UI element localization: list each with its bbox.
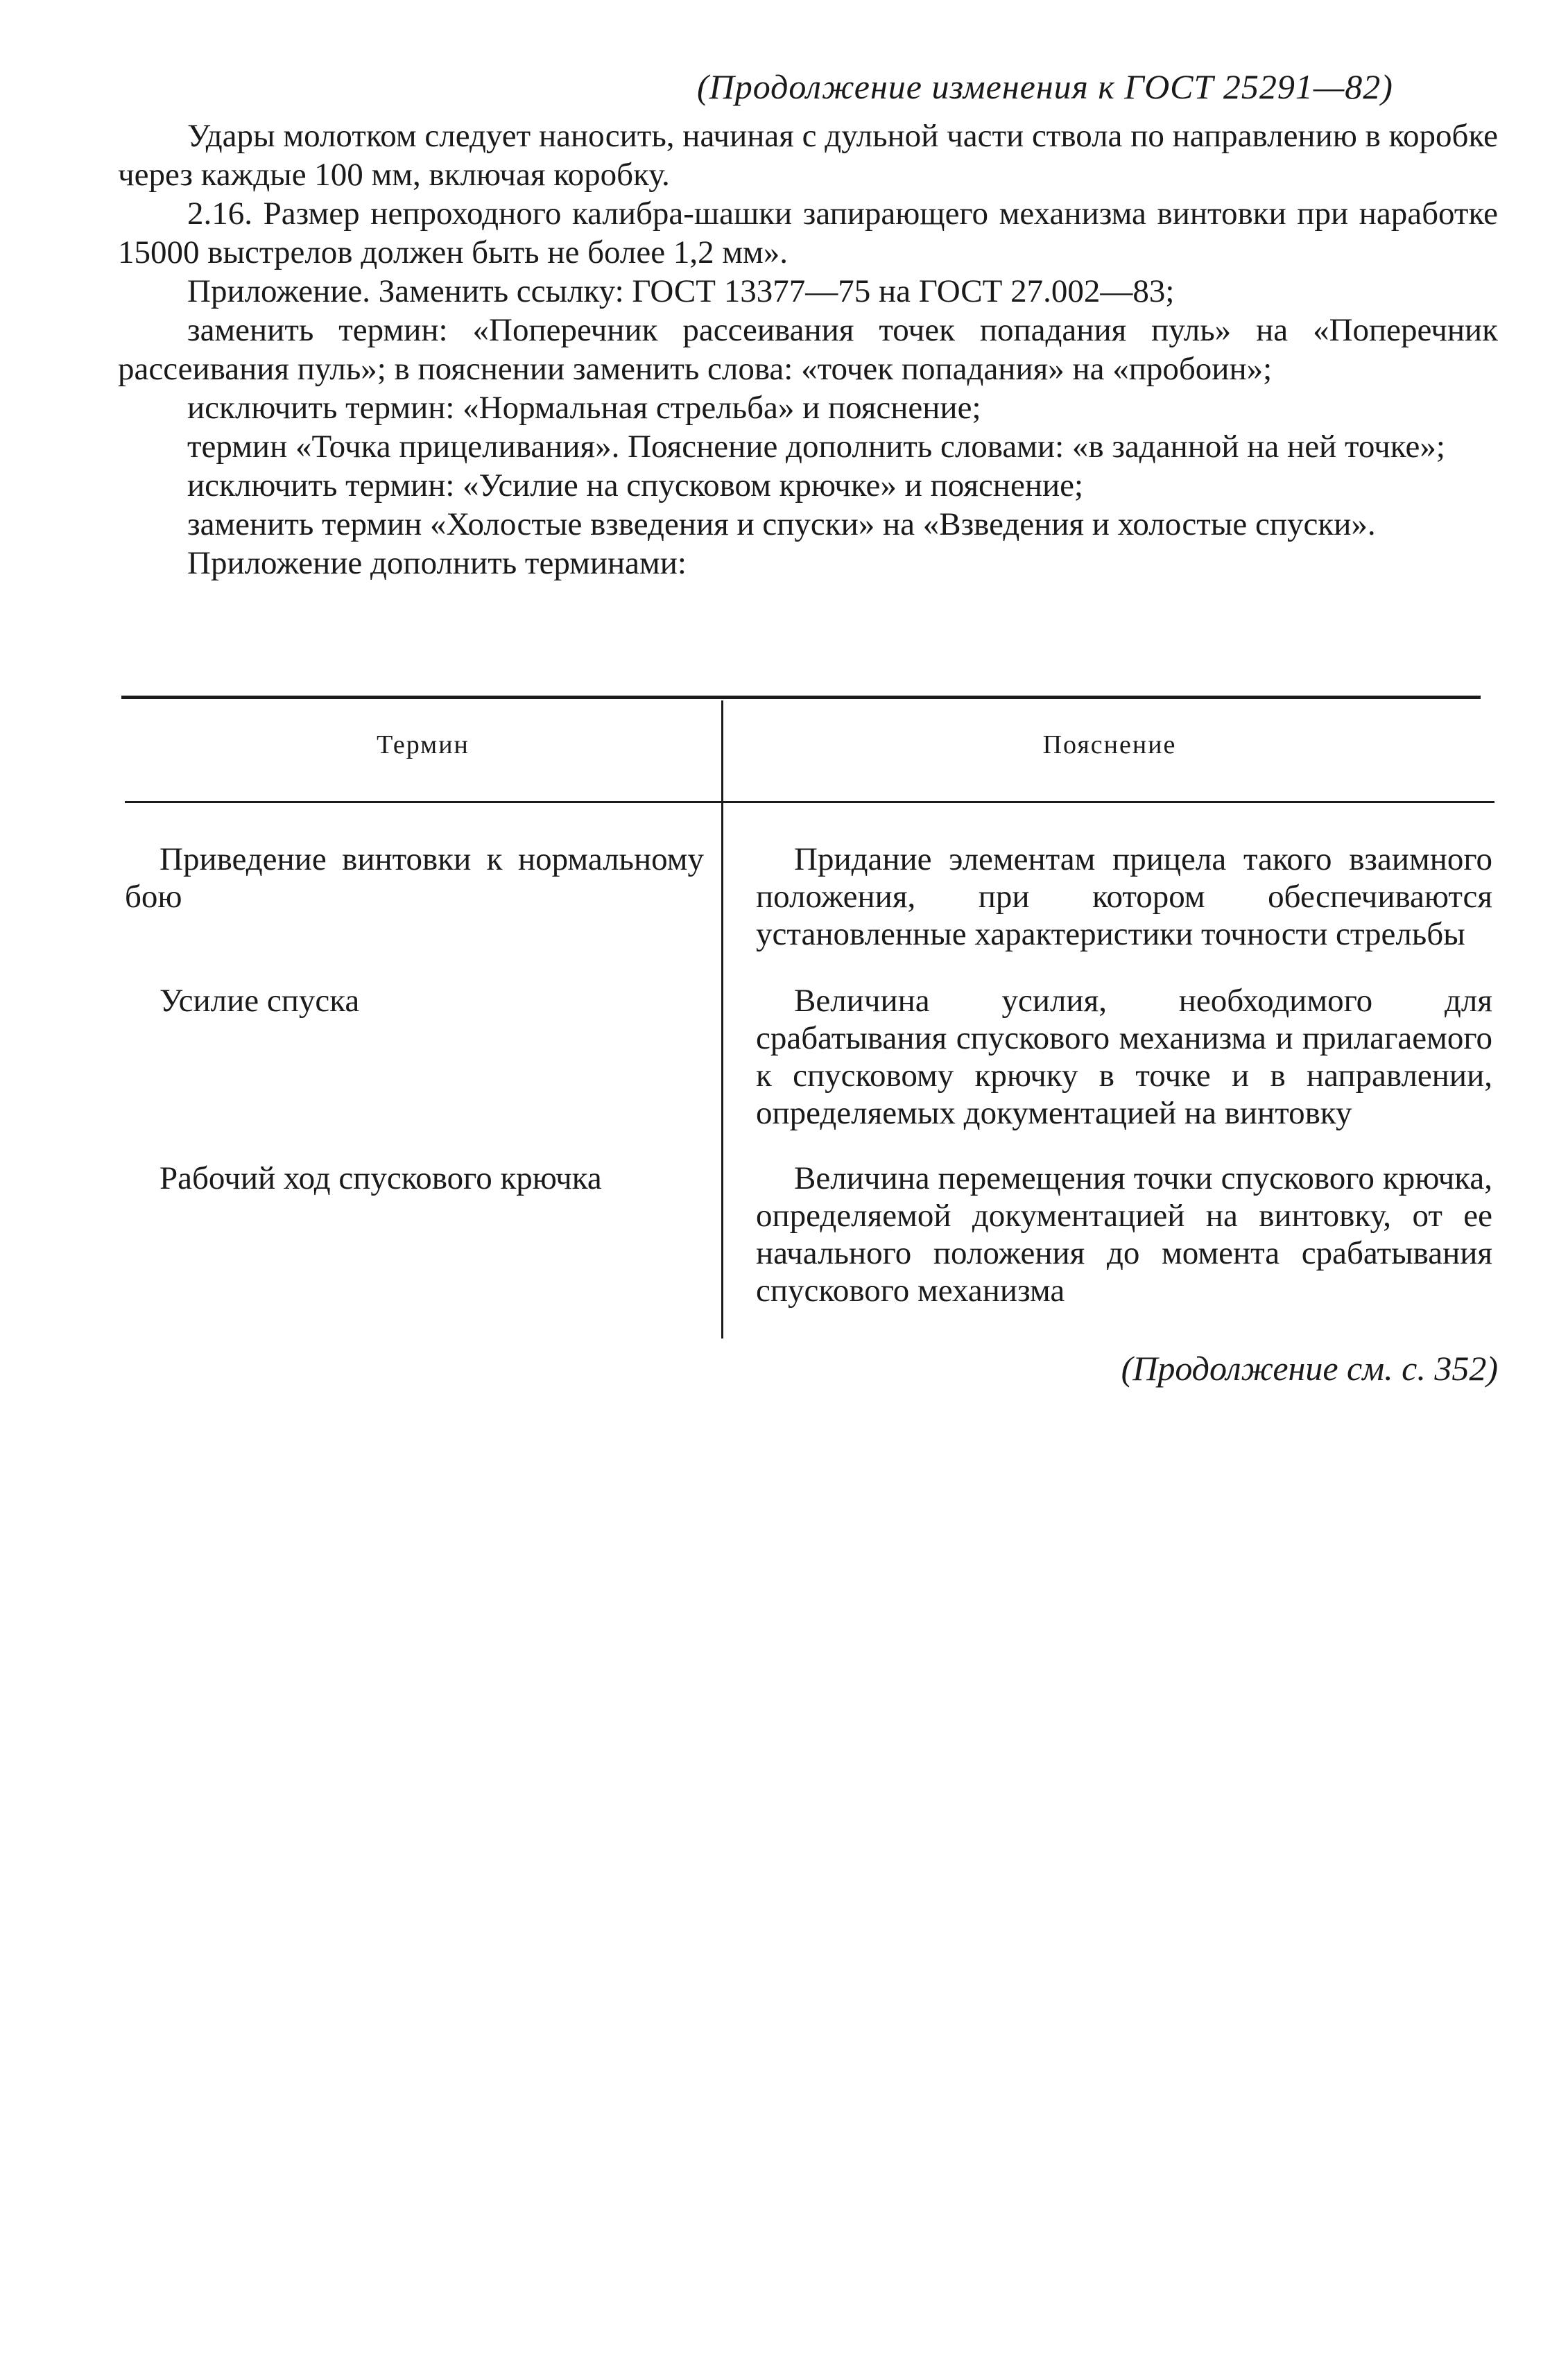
table-header-term: Термин	[377, 730, 469, 759]
paragraph: исключить термин: «Нормальная стрельба» и пояснение;	[187, 390, 981, 426]
continuation-header: (Продолжение изменения к ГОСТ 25291—82)	[697, 67, 1393, 106]
paragraph: Приложение дополнить терминами:	[187, 545, 687, 581]
table-header-rule	[125, 801, 1494, 803]
table-row-term: Приведение винтовки к нормальному бою	[125, 841, 704, 915]
table-top-rule	[121, 696, 1481, 699]
paragraph: Удары молотком следует наносить, начиная с дульной части ствола по направлению в коробке через каждые 100 мм, включая коробку.	[118, 118, 1498, 193]
table-row-explanation: Величина усилия, необходимого для срабатывания спускового механизма и прилагаемого к спусковому крючку в точке и в направлении, определяемых документацией на винтовку	[756, 983, 1492, 1131]
paragraph: 2.16. Размер непроходного калибра-шашки запирающего механизма винтовки при наработке 15000 выстрелов должен быть не более 1,2 мм».	[118, 196, 1498, 270]
table-row-term: Рабочий ход спускового крючка	[160, 1160, 602, 1196]
table-row-term: Усилие спуска	[160, 983, 360, 1019]
continuation-footer: (Продолжение см. с. 352)	[1121, 1349, 1498, 1388]
paragraph: Приложение. Заменить ссылку: ГОСТ 13377—75 на ГОСТ 27.002—83;	[187, 273, 1175, 309]
paragraph: заменить термин «Холостые взведения и спуски» на «Взведения и холостые спуски».	[187, 506, 1376, 542]
table-row-explanation: Придание элементам прицела такого взаимного положения, при котором обеспечиваются установленные характеристики точности стрельбы	[756, 841, 1492, 952]
body-text	[118, 117, 1498, 583]
paragraph: исключить термин: «Усилие на спусковом крючке» и пояснение;	[187, 467, 1084, 503]
table-row-explanation: Величина перемещения точки спускового крючка, определяемой документацией на винтовку, от ее начального положения до момента срабатывания спускового механизма	[756, 1160, 1492, 1309]
paragraph: заменить термин: «Поперечник рассеивания точек попадания пуль» на «Поперечник рассеивания пуль»; в пояснении заменить слова: «точек попадания» на «пробоин»;	[118, 312, 1498, 387]
column-divider	[721, 700, 723, 1338]
table-header-explanation: Пояснение	[1042, 730, 1177, 759]
paragraph: термин «Точка прицеливания». Пояснение дополнить словами: «в заданной на ней точке»;	[187, 429, 1445, 465]
